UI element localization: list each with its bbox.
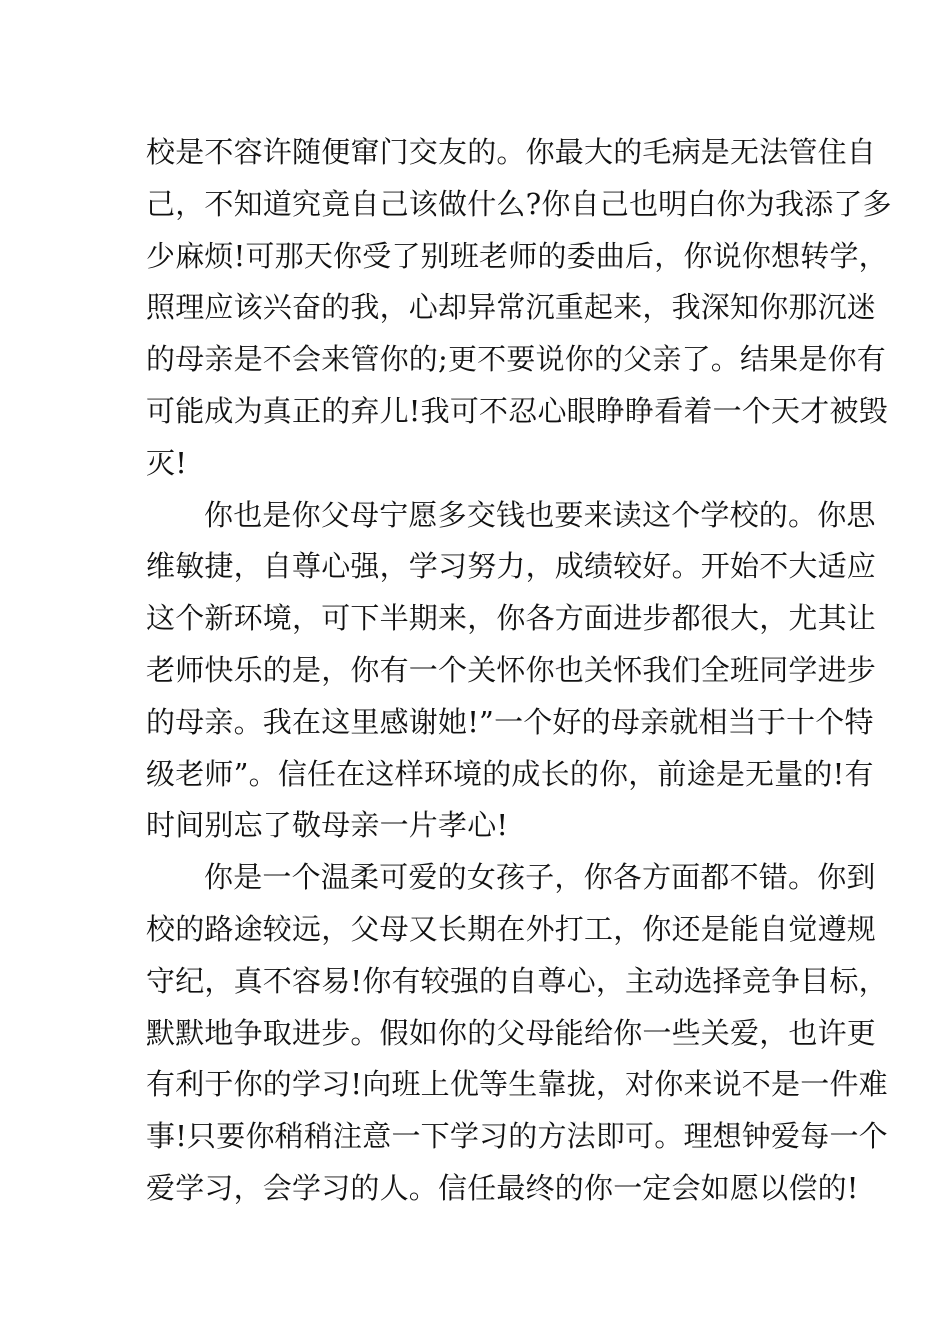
- paragraph-1: [146, 127, 892, 490]
- text-line: 校的路途较远，父母又长期在外打工，你还是能自觉遵规: [146, 911, 877, 946]
- text-line: 你是一个温柔可爱的女孩子，你各方面都不错。你到: [204, 860, 876, 895]
- text-line: 守纪，真不容易!你有较强的自尊心，主动选择竞争目标，: [146, 963, 888, 998]
- text-line: 照理应该兴奋的我，心却异常沉重起来，我深知你那沉迷: [146, 290, 877, 325]
- text-line: 的母亲是不会来管你的;更不要说你的父亲了。结果是你有: [146, 342, 886, 377]
- text-line: 的母亲。我在这里感谢她!”一个好的母亲就相当于十个特: [146, 704, 874, 739]
- text-line: 事!只要你稍稍注意一下学习的方法即可。理想钟爱每一个: [146, 1119, 888, 1154]
- text-line: 己，不知道究竟自己该做什么?你自己也明白你为我添了多: [146, 186, 892, 221]
- text-line: 爱学习，会学习的人。信任最终的你一定会如愿以偿的!: [146, 1170, 859, 1205]
- text-line: 少麻烦!可那天你受了别班老师的委曲后，你说你想转学，: [146, 238, 888, 273]
- text-line: 可能成为真正的弃儿!我可不忍心眼睁睁看着一个天才被毁: [146, 393, 888, 428]
- text-line: 级老师”。信任在这样环境的成长的你，前途是无量的!有: [146, 756, 874, 791]
- text-line: 老师快乐的是，你有一个关怀你也关怀我们全班同学进步: [146, 652, 877, 687]
- text-line: 维敏捷，自尊心强，学习努力，成绩较好。开始不大适应: [146, 549, 877, 584]
- text-line: 时间别忘了敬母亲一片孝心!: [146, 808, 509, 843]
- paragraph-3: [146, 852, 888, 1215]
- text-line: 校是不容许随便窜门交友的。你最大的毛病是无法管住自: [146, 135, 877, 169]
- text-line: 默默地争取进步。假如你的父母能给你一些关爱，也许更: [146, 1015, 877, 1050]
- text-line: 这个新环境，可下半期来，你各方面进步都很大，尤其让: [146, 601, 877, 636]
- text-line: 有利于你的学习!向班上优等生靠拢，对你来说不是一件难: [146, 1067, 888, 1102]
- document-body: [146, 127, 892, 1215]
- text-line: 灭!: [146, 445, 188, 480]
- paragraph-2: [146, 490, 877, 853]
- text-line: 你也是你父母宁愿多交钱也要来读这个学校的。你思: [204, 497, 876, 532]
